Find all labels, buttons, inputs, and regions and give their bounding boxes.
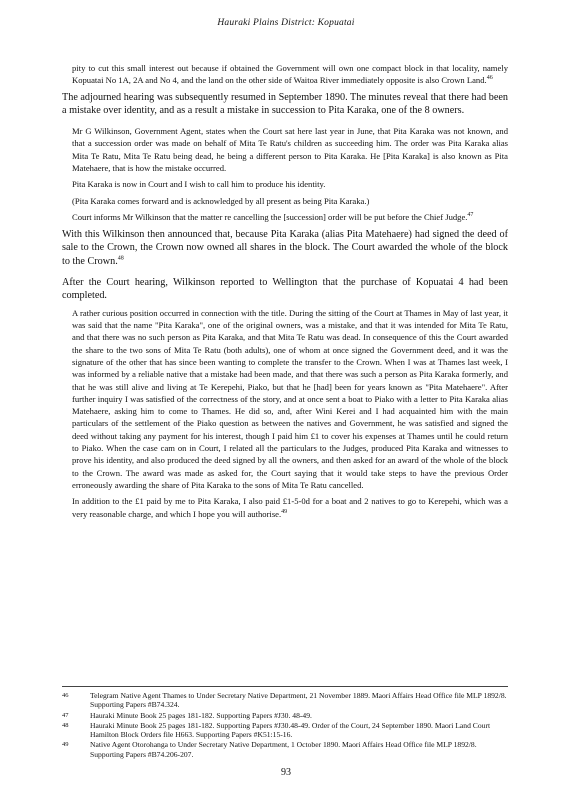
body-paragraph-3: After the Court hearing, Wilkinson reported to Wellington that the purchase of Kopuatai 4 had been completed. xyxy=(62,276,508,302)
footnote-ref[interactable]: 46 xyxy=(486,75,493,82)
footnotes xyxy=(62,686,508,760)
block-quote-3 xyxy=(62,307,508,520)
quote-paragraph xyxy=(72,495,508,520)
block-quote-2 xyxy=(62,125,508,224)
footnote xyxy=(62,711,508,720)
footnote-number: 49 xyxy=(62,741,69,749)
body-paragraph-2 xyxy=(62,228,508,269)
quote-paragraph xyxy=(72,62,508,87)
quote-paragraph: Mr G Wilkinson, Government Agent, states when the Court sat here last year in June, that Pita Karaka was not known, and that a succession order was made on behalf of Mita Te Ratu's children as succeeding him. The order was Pita Karaka alias Mita Te Ratu, Mita Te Ratu being dead, he being a different person to Pita Karaka. He [Pita Karaka] is also known as Pita Matehaere, that is how the mistake occurred. xyxy=(72,125,508,173)
footnote xyxy=(62,691,508,710)
page-body xyxy=(62,62,508,524)
quote-text: In addition to the £1 paid by me to Pita Karaka, I also paid £1-5-0d for a boat and 2 natives to go to Kerepehi, which was a very reasonable charge, and which I hope you will authorise. xyxy=(72,496,508,519)
footnote-number: 47 xyxy=(62,711,69,719)
footnote-ref[interactable]: 47 xyxy=(467,212,474,219)
block-quote-1 xyxy=(62,62,508,87)
footnote-number: 48 xyxy=(62,721,69,729)
footnote-text: Telegram Native Agent Thames to Under Secretary Native Department, 21 November 1889. Maori Affairs Head Office file MLP 1892/8. Supporting Papers #B74.324. xyxy=(90,691,507,710)
body-paragraph-1: The adjourned hearing was subsequently resumed in September 1890. The minutes reveal that there had been a mistake over identity, and as a result a mistake in succession to Pita Karaka, one of the 8 owners. xyxy=(62,91,508,117)
footnote-text: Native Agent Otorohanga to Under Secretary Native Department, 1 October 1890. Maori Affairs Head Office file MLP 1892/8. Supporting Papers #B74.206-207. xyxy=(90,740,477,759)
footnote-number: 46 xyxy=(62,692,69,699)
quote-paragraph xyxy=(72,211,508,223)
footnote xyxy=(62,721,508,740)
footnote xyxy=(62,740,508,759)
footnote-ref[interactable]: 48 xyxy=(117,255,124,262)
footnote-ref[interactable]: 49 xyxy=(281,508,288,515)
running-head: Hauraki Plains District: Kopuatai xyxy=(217,18,355,28)
quote-paragraph: A rather curious position occurred in connection with the title. During the sitting of the Court at Thames in May of last year, it was said that the name "Pita Karaka", one of the original owners, was a mistake, and that it was intended for Mita Te Ratu, and that there was no such person as Pita Karaka, and that Mita Te Ratu was dead. In consequence of this the Court awarded the share to the two sons of Mita Te Ratu (both adults), one of whom at once signed the Government deed, and it was the signature of the other that has since been wanting to complete the transfer to the Crown. When I was at Thames last week, I was informed by a reliable native that a mistake had been made, and that there was such a person as Pita Karaka formerly, and that he was still alive and living at Te Kerepehi, Piako, but that he [had] been for years known as "Pita Matehaere". After further inquiry I was satisfied of the correctness of the story, and at once sent a boat to Piako with a letter to Pita Karaka alias Matehaere, asking him to come to Thames. He did so, and, after Wini Kerei and I had acquainted him with the main particulars of the settlement of the Piako question as between the natives and Government, he was satisfied and signed the deed without taking any payment for his interest, though I paid him £1 to cover his expenses at Thames until he could return to Piako. When the case cam on in Court, I related all the particulars to the Judges, produced Pita Karaka and witnesses to prove his identity, and also produced the deed signed by all the owners, and then asked for an award of the whole of the block to the Crown. The award was made as asked for, the Court saying that it would take steps to have the previous Order erroneously awarding the share of Pita Karaka to the sons of Mita Te Ratu cancelled. xyxy=(72,307,508,490)
quote-paragraph: Pita Karaka is now in Court and I wish to call him to produce his identity. xyxy=(72,179,326,190)
quote-text: pity to cut this small interest out because if obtained the Government will own one compact block in that locality, namely Kopuatai No 1A, 2A and No 4, and the land on the other side of Waitoa River immediately opposite is also Crown Land. xyxy=(72,63,508,86)
quote-paragraph: (Pita Karaka comes forward and is acknowledged by all present as being Pita Karaka.) xyxy=(72,195,370,206)
footnote-text: Hauraki Minute Book 25 pages 181-182. Supporting Papers #J30. 48-49. xyxy=(90,710,312,720)
paragraph-text: With this Wilkinson then announced that, because Pita Karaka (alias Pita Matehaere) had signed the deed of sale to the Crown, the Crown now owned all shares in the block. The Court awarded the whole of the block to the Crown. xyxy=(62,228,508,267)
footnote-text: Hauraki Minute Book 25 pages 181-182. Supporting Papers #J30.48-49. Order of the Court, 24 September 1890. Maori Land Court Hamilton Block Orders file H663. Supporting Papers #K51:15-16. xyxy=(90,720,491,740)
quote-text: Court informs Mr Wilkinson that the matter re cancelling the [succession] order will be put before the Chief Judge. xyxy=(72,212,468,223)
page-number: 93 xyxy=(281,767,291,778)
